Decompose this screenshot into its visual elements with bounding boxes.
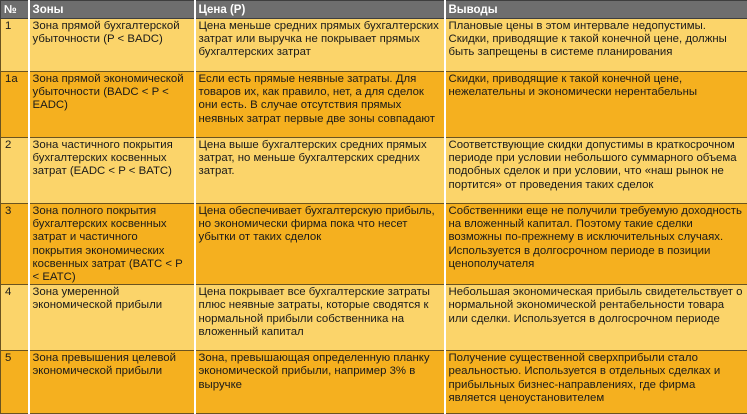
zone-cell: Зона умеренной экономической прибыли xyxy=(29,285,195,351)
conclusion-cell: Собственники еще не получили требуемую доходность на вложенный капитал. Поэтому такие сделки возможны по-прежнему в исключительных случаях. Используется в долгосрочном периоде в позиции ценополучателя xyxy=(445,204,747,285)
row-number: 1a xyxy=(1,72,29,138)
price-cell: Цена меньше средних прямых бухгалтерских затрат или выручка не покрывает прямых бухгалтерских затрат xyxy=(195,19,445,72)
header-zones: Зоны xyxy=(29,1,195,19)
price-cell: Цена выше бухгалтерских средних прямых затрат, но меньше бухгалтерских средних затрат. xyxy=(195,138,445,204)
price-cell: Цена обеспечивает бухгалтерскую прибыль, но экономически фирма пока что несет убытки от таких сделок xyxy=(195,204,445,285)
table-row xyxy=(1,351,747,414)
row-number: 3 xyxy=(1,204,29,285)
table-row xyxy=(1,72,747,138)
zone-cell: Зона прямой экономической убыточности (BADC < P < EADC) xyxy=(29,72,195,138)
row-number: 2 xyxy=(1,138,29,204)
conclusion-cell: Получение существенной сверхприбыли стало реальностью. Используется в отдельных сделках и прибыльных бизнес-направлениях, где фирма является ценоустановителем xyxy=(445,351,747,414)
conclusion-cell: Соответствующие скидки допустимы в краткосрочном периоде при условии небольшого суммарного объема подобных сделок и при условии, что «наш рынок не портится» от проведения таких сделок xyxy=(445,138,747,204)
conclusion-cell: Скидки, приводящие к такой конечной цене, нежелательны и экономически нерентабельны xyxy=(445,72,747,138)
price-cell: Если есть прямые неявные затраты. Для товаров их, как правило, нет, а для сделок они есть. В случае отсутствия прямых неявных затрат первые две зоны совпадают xyxy=(195,72,445,138)
table-row xyxy=(1,138,747,204)
conclusion-cell: Небольшая экономическая прибыль свидетельствует о нормальной экономической рентабельности товара или сделки. Используется в долгосрочном периоде xyxy=(445,285,747,351)
zone-cell: Зона превышения целевой экономической прибыли xyxy=(29,351,195,414)
table-row xyxy=(1,204,747,285)
zone-cell: Зона прямой бухгалтерской убыточности (P < BADC) xyxy=(29,19,195,72)
header-row xyxy=(1,1,747,19)
header-price: Цена (Р) xyxy=(195,1,445,19)
zone-cell: Зона полного покрытия бухгалтерских косвенных затрат и частичного покрытия экономических косвенных затрат (BATC < P < EATC) xyxy=(29,204,195,285)
row-number: 5 xyxy=(1,351,29,414)
table-row xyxy=(1,19,747,72)
header-number: № xyxy=(1,1,29,19)
price-cell: Зона, превышающая определенную планку экономической прибыли, например 3% в выручке xyxy=(195,351,445,414)
zone-cell: Зона частичного покрытия бухгалтерских косвенных затрат (EADC < P < BATC) xyxy=(29,138,195,204)
row-number: 1 xyxy=(1,19,29,72)
table-row xyxy=(1,285,747,351)
header-conclusions: Выводы xyxy=(445,1,747,19)
row-number: 4 xyxy=(1,285,29,351)
conclusion-cell: Плановые цены в этом интервале недопустимы. Скидки, приводящие к такой конечной цене, должны быть запрещены в системе планирования xyxy=(445,19,747,72)
price-cell: Цена покрывает все бухгалтерские затраты плюс неявные затраты, которые сводятся к нормальной прибыли собственника на вложенный капитал xyxy=(195,285,445,351)
